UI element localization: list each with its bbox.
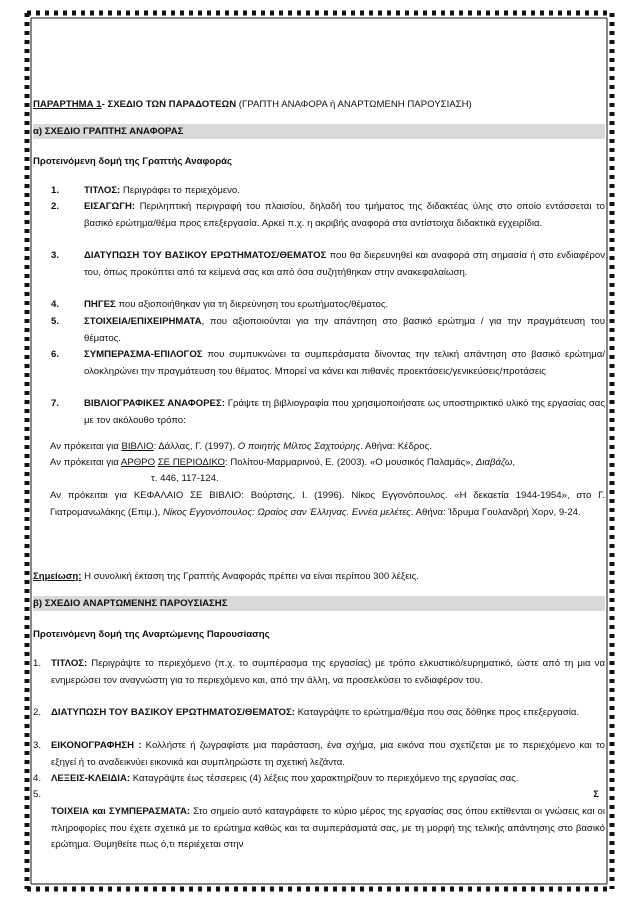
reference-book: Αν πρόκειται για ΒΙΒΛΙΟ: Δάλλας, Γ. (1997). Ο ποιητής Μίλτος Σαχτούρης. Αθήνα: Κέδρος. (50, 441, 432, 452)
list-item: 4. ΛΕΞΕΙΣ-ΚΛΕΙΔΙΑ: Καταγράψτε έως τέσσερεις (4) λέξεις που χαρακτηρίζουν το περιεχόμενο της εργασίας σας. (33, 773, 519, 784)
list-item: 3. ΕΙΚΟΝΟΓΡΑΦΗΣΗ : Κολλήστε ή ζωγραφίστε μια παράσταση, ένα σχήμα, μια εικόνα που σχετίζεται με το περιεχόμενο και το εξηγεί ή το αναδεικνύει εικονικά και συμπληρώστε τη σχετική λεζάντα. (33, 740, 605, 768)
item5-sigma: Σ (593, 789, 599, 800)
list-item: 1. ΤΙΤΛΟΣ: Περιγράφει το περιεχόμενο. (51, 185, 240, 196)
reference-chapter: Αν πρόκειται για ΚΕΦΑΛΑΙΟ ΣΕ ΒΙΒΛΙΟ: Βούρτσης, Ι. (1996). Νίκος Εγγονόπουλος. «Η δεκαετία 1944-1954», στο Γ. Γιατρομανωλάκης (Επιμ.), Νίκος Εγγονόπουλος: Ωραίος σαν Έλληνας. Εννέα μελέτες. Αθήνα: Ίδρυμα Γουλανδρή Χορν, 9-24. (50, 490, 605, 518)
section-b-subtitle: Προτεινόμενη δομή της Αναρτώμενης Παρουσίασης (33, 629, 270, 640)
note-label: Σημείωση: (33, 571, 82, 582)
list-item: 5. ΣΤΟΙΧΕΙΑ/ΕΠΙΧΕΙΡΗΜΑΤΑ, που αξιοποιούνται για την απάντηση στο βασικό ερώτημα / για την πραγμάτευση του θέματος. (51, 316, 605, 344)
list-item: 2. ΕΙΣΑΓΩΓΗ: Περιληπτική περιγραφή του πλαισίου, δηλαδή του τμήματος της διδακτέας ύλης στο οποίο εντάσσεται το βασικό ερώτημα/θέμα προς επεξεργασία. Αρκεί π.χ. η ακριβής αναφορά στα αντίστοιχα διδακτικά εγχειρίδια. (51, 201, 605, 229)
heading-annex: ΠΑΡΑΡΤΗΜΑ 1 (33, 99, 102, 110)
note (33, 569, 605, 586)
list-item: 7. ΒΙΒΛΙΟΓΡΑΦΙΚΕΣ ΑΝΑΦΟΡΕΣ: Γράψτε τη βιβλιογραφία που χρησιμοποιήσατε ως υποστηρικτικό υλικό της εργασίας σας με τον ακόλουθο τρόπο: (51, 398, 605, 426)
reference-article: Αν πρόκειται για ΑΡΘΡΟ ΣΕ ΠΕΡΙΟΔΙΚΟ: Πολίτου-Μαρμαρινού, Ε. (2003). «Ο μουσικός Παλαμάς», Διαβάζω, (50, 457, 516, 468)
document-heading (33, 97, 605, 114)
list-item: 3. ΔΙΑΤΥΠΩΣΗ ΤΟΥ ΒΑΣΙΚΟΥ ΕΡΩΤΗΜΑΤΟΣ/ΘΕΜΑΤΟΣ που θα διερευνηθεί και αναφορά στη σημασία ή στο ενδιαφέρον του, όπως προκύπτει από τα κείμενά σας και από όσα συζητήθηκαν στην ανακεφαλαίωση. (51, 250, 606, 278)
note-text: Η συνολική έκταση της Γραπτής Αναφοράς πρέπει να είναι περίπου 300 λέξεις. (81, 571, 419, 582)
list-item: 4. ΠΗΓΕΣ που αξιοποιήθηκαν για τη διερεύνηση του ερωτήματος/θέματος. (51, 299, 389, 310)
reference-article-pages: τ. 446, 117-124. (151, 473, 219, 484)
heading-title: - ΣΧΕΔΙΟ ΤΩΝ ΠΑΡΑΔΟΤΕΩΝ (101, 99, 237, 110)
list-item: ΤΟΙΧΕΙΑ και ΣΥΜΠΕΡΑΣΜΑΤΑ: Στο σημείο αυτό καταγράφετε το κύριο μέρος της εργασίας σας όπου εκτίθενται οι γνώσεις και οι πληροφορίες που έχετε σχετικά με το ερώτημα καθώς και τα συμπεράσματά σας, με τη μορφή της τελικής απάντησης στο βασικό ερώτημα. Θυμηθείτε πως ό,τι περιέχεται στην (51, 806, 605, 850)
list-item: 6. ΣΥΜΠΕΡΑΣΜΑ-ΕΠΙΛΟΓΟΣ που συμπυκνώνει τα συμπεράσματα δίνοντας την τελική απάντηση στο βασικό ερώτημα/ ολοκληρώνει την πραγμάτευση του θέματος. Μπορεί να κάνει και πιθανές προεκτάσεις/γενικεύσεις/προτάσεις (51, 349, 605, 377)
section-b-title: β) ΣΧΕΔΙΟ ΑΝΑΡΤΩΜΕΝΗΣ ΠΑΡΟΥΣΙΑΣΗΣ (33, 598, 228, 609)
heading-subtitle: (ΓΡΑΠΤΗ ΑΝΑΦΟΡΑ ή ΑΝΑΡΤΩΜΕΝΗ ΠΑΡΟΥΣΙΑΣΗ) (236, 99, 472, 110)
list-item-5-header: 5. Σ (33, 787, 605, 804)
list-item: 1. ΤΙΤΛΟΣ: Περιγράψτε το περιεχόμενο (π.χ. το συμπέρασμα της εργασίας) με τρόπο ελκυστικό/ευρηματικό, ώστε από τη μια να ενημερώσει τον αναγνώστη για το περιεχόμενο και, από την άλλη, να προσελκύσει το ενδιαφέρον του. (33, 658, 605, 686)
section-b-bar (33, 596, 605, 611)
section-a-title: α) ΣΧΕΔΙΟ ΓΡΑΠΤΗΣ ΑΝΑΦΟΡΑΣ (33, 126, 184, 137)
section-a-subtitle: Προτεινόμενη δομή της Γραπτής Αναφοράς (33, 156, 233, 167)
list-item: 2. ΔΙΑΤΥΠΩΣΗ ΤΟΥ ΒΑΣΙΚΟΥ ΕΡΩΤΗΜΑΤΟΣ/ΘΕΜΑΤΟΣ: Καταγράψτε το ερώτημα/θέμα που σας δόθηκε προς επεξεργασία. (33, 707, 580, 718)
section-a-bar (33, 124, 605, 139)
